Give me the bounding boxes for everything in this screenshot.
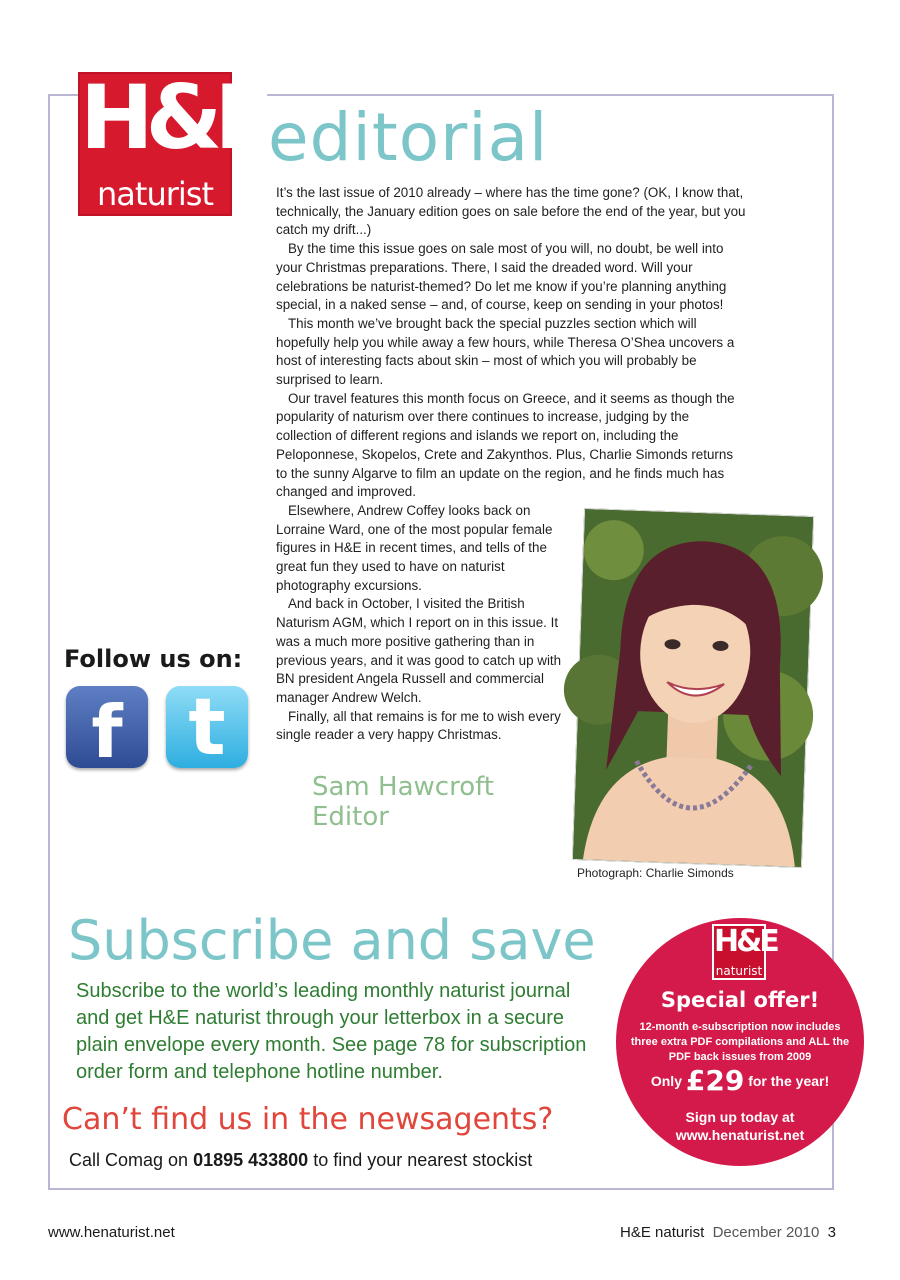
special-offer-badge[interactable] [616, 918, 864, 1166]
signup-url[interactable]: www.henaturist.net [675, 1127, 805, 1143]
offer-price-line [616, 1064, 864, 1097]
subscribe-text: Subscribe to the world’s leading monthly naturist journal and get H&E naturist through your letterbox in a secure plain envelope every month. See page 78 for subscription order form and telephone hotline number. [76, 980, 587, 1083]
comag-phone: 01895 433800 [193, 1150, 309, 1170]
footer-issue-info [620, 1224, 836, 1241]
editor-photo-illustration [573, 509, 813, 867]
logo-he-text: H&E [80, 66, 267, 169]
editorial-paragraph: This month we’ve brought back the special puzzles section which will hopefully help you while away a few hours, while Theresa O’Shea uncovers a host of interesting facts about skin – most of which you will probably be surprised to learn. [276, 315, 735, 388]
page-number: 3 [827, 1224, 836, 1241]
editor-signature [312, 772, 494, 832]
footer-magazine: H&E naturist [620, 1224, 705, 1241]
editorial-paragraph: And back in October, I visited the British Naturism AGM, which I report on in this issue. It was a much more positive gathering than in previous years, and it was good to catch up with BN president Angela Russell and commercial manager Andrew Welch. [276, 596, 562, 705]
editorial-paragraph: Finally, all that remains is for me to wish every single reader a very happy Christmas. [276, 708, 561, 743]
offer-price: £29 [685, 1064, 745, 1097]
offer-title: Special offer! [660, 988, 820, 1012]
footer-date: December 2010 [712, 1224, 820, 1241]
facebook-button[interactable] [66, 686, 148, 774]
logo-naturist-text: naturist [97, 175, 213, 213]
follow-us-label: Follow us on: [64, 645, 243, 673]
editor-photo [572, 508, 814, 868]
facebook-icon: f [91, 690, 123, 774]
comag-suffix: to find your nearest stockist [308, 1150, 533, 1170]
footer-website[interactable]: www.henaturist.net [48, 1224, 175, 1241]
subscribe-title: Subscribe and save [68, 909, 596, 972]
comag-prefix: Call Comag on [69, 1150, 194, 1170]
editorial-paragraph: By the time this issue goes on sale most of you will, no doubt, be well into your Christmas preparations. There, I said the dreaded word. Will your celebrations be naturist-themed? Do let me know if you’re planning anything special, in a naked sense – and, of course, keep on sending in your photos! [276, 241, 727, 313]
offer-logo-naturist: naturist [715, 964, 763, 978]
editor-name: Sam Hawcroft [312, 772, 494, 802]
offer-description: 12-month e-subscription now includes three extra PDF compilations and ALL the PDF back issues from 2009 [630, 1021, 850, 1063]
twitter-icon: t [188, 683, 226, 773]
offer-signup [616, 1108, 864, 1144]
editorial-paragraph: It’s the last issue of 2010 already – where has the time gone? (OK, I know that, technically, the January edition goes on sale before the end of the year, but you catch my drift...) [276, 185, 746, 238]
section-title: editorial [268, 99, 549, 176]
price-prefix: Only [650, 1073, 686, 1089]
comag-line [69, 1150, 532, 1171]
editorial-paragraph: Our travel features this month focus on Greece, and it seems as though the popularity of naturism over there continues to increase, judging by the collection of different regions and islands we report on, including the Peloponnese, Skopelos, Crete and Zakynthos. Plus, Charlie Simonds returns to the sunny Algarve to film an update on the region, and he finds much has changed and improved. [276, 390, 735, 500]
signup-line: Sign up today at [685, 1109, 795, 1125]
photo-caption: Photograph: Charlie Simonds [577, 866, 734, 880]
brand-logo [78, 66, 267, 216]
price-suffix: for the year! [744, 1073, 830, 1089]
editor-role: Editor [312, 802, 389, 832]
offer-logo [712, 924, 777, 980]
editorial-paragraph: Elsewhere, Andrew Coffey looks back on Lorraine Ward, one of the most popular female figures in H&E in recent times, and tells of the great fun they used to have on naturist photography excursions. [276, 502, 553, 593]
newsagents-headline: Can’t find us in the newsagents? [62, 1102, 554, 1137]
twitter-button[interactable] [166, 683, 248, 773]
offer-logo-he: H&E [714, 924, 777, 959]
